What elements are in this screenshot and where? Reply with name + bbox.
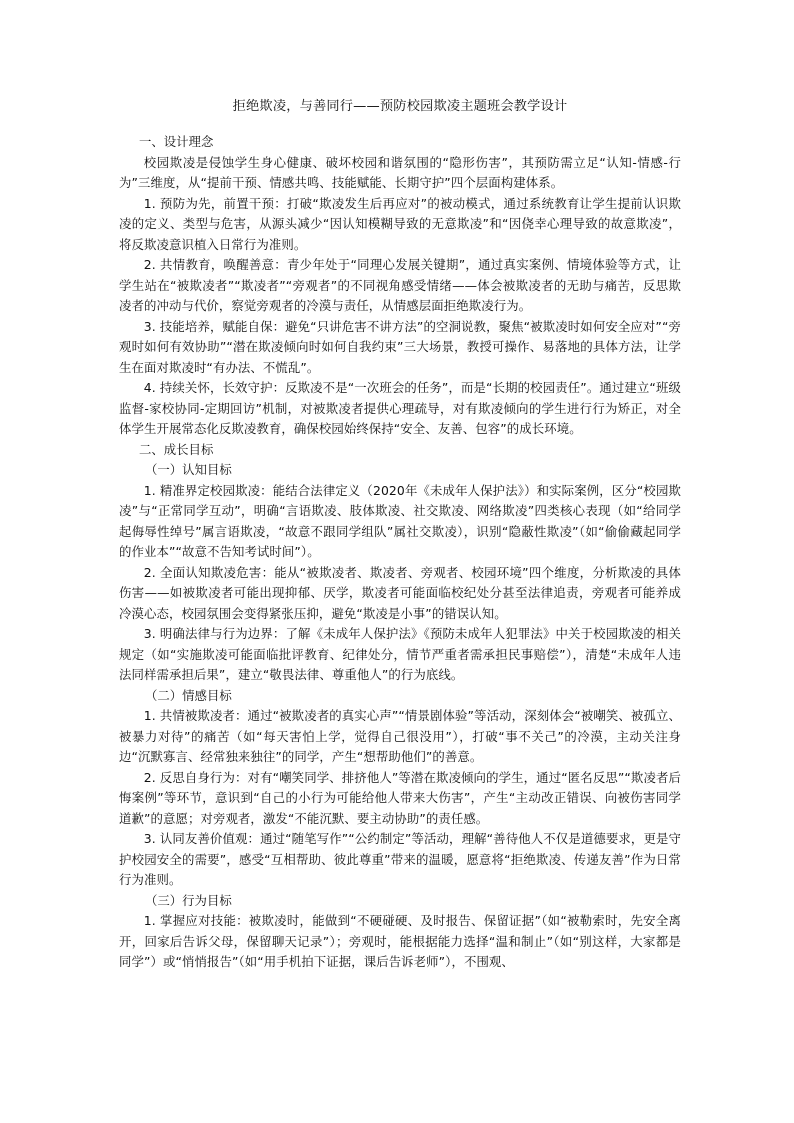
paragraph: 3. 明确法律与行为边界：了解《未成年人保护法》《预防未成年人犯罪法》中关于校园欺凌的相关规定（如“实施欺凌可能面临批评教育、纪律处分，情节严重者需承担民事赔偿”），清楚“未成年人违法同样需承担后果”，建立“敬畏法律、尊重他人”的行为底线。: [119, 626, 681, 682]
section-heading: 一、设计理念: [139, 134, 214, 149]
paragraph: 1. 掌握应对技能：被欺凌时，能做到“不硬碰硬、及时报告、保留证据”（如“被勒索时，先安全离开，回家后告诉父母，保留聊天记录”）；旁观时，能根据能力选择“温和制止”（如“别这样，大家都是同学”）或“悄悄报告”（如“用手机拍下证据，课后告诉老师”），不围观、: [119, 913, 681, 969]
paragraph: 校园欺凌是侵蚀学生身心健康、破坏校园和谐氛围的“隐形伤害”，其预防需立足“认知-情感-行为”三维度，从“提前干预、情感共鸣、技能赋能、长期守护”四个层面构建体系。: [119, 154, 681, 190]
paragraph: 1. 预防为先，前置干预：打破“欺凌发生后再应对”的被动模式，通过系统教育让学生提前认识欺凌的定义、类型与危害，从源头减少“因认知模糊导致的无意欺凌”和“因侥幸心理导致的故意欺凌”，将反欺凌意识植入日常行为准则。: [119, 195, 681, 252]
paragraph: 2. 共情教育，唤醒善意：青少年处于“同理心发展关键期”，通过真实案例、情境体验等方式，让学生站在“被欺凌者”“欺凌者”“旁观者”的不同视角感受情绪——体会被欺凌者的无助与痛苦，反思欺凌者的冲动与代价，察觉旁观者的冷漠与责任，从情感层面拒绝欺凌行为。: [119, 257, 681, 313]
subsection-heading: （三）行为目标: [145, 892, 232, 908]
subsection-heading: （一）认知目标: [145, 462, 232, 477]
section-heading: 二、成长目标: [139, 441, 214, 457]
paragraph: 2. 全面认知欺凌危害：能从“被欺凌者、欺凌者、旁观者、校园环境”四个维度，分析欺凌的具体伤害——如被欺凌者可能出现抑郁、厌学，欺凌者可能面临校纪处分甚至法律追责，旁观者可能养成冷漠心态，校园氛围会变得紧张压抑，避免“欺凌是小事”的错误认知。: [119, 564, 681, 621]
document-page: [119, 96, 681, 973]
paragraph: 1. 共情被欺凌者：通过“被欺凌者的真实心声”“情景剧体验”等活动，深刻体会“被嘲笑、被孤立、被暴力对待”的痛苦（如“每天害怕上学，觉得自己很没用”），打破“事不关己”的冷漠，主动关注身边“沉默寡言、经常独来独往”的同学，产生“想帮助他们”的善意。: [119, 708, 681, 764]
section-design-concept: [119, 132, 681, 440]
section-growth-goals: [119, 440, 681, 973]
paragraph: 4. 持续关怀，长效守护：反欺凌不是“一次班会的任务”，而是“长期的校园责任”。通过建立“班级监督-家校协同-定期回访”机制，对被欺凌者提供心理疏导，对有欺凌倾向的学生进行行为矫正，对全体学生开展常态化反欺凌教育，确保校园始终保持“安全、友善、包容”的成长环境。: [119, 380, 681, 436]
subsection-heading: （二）情感目标: [145, 687, 232, 703]
paragraph: 3. 认同友善价值观：通过“随笔写作”“公约制定”等活动，理解“善待他人不仅是道德要求，更是守护校园安全的需要”，感受“互相帮助、彼此尊重”带来的温暖，愿意将“拒绝欺凌、传递友善”作为日常行为准则。: [119, 831, 681, 887]
paragraph: 3. 技能培养，赋能自保：避免“只讲危害不讲方法”的空洞说教，聚焦“被欺凌时如何安全应对”“旁观时如何有效协助”“潜在欺凌倾向时如何自我约束”三大场景，教授可操作、易落地的具体方法，让学生在面对欺凌时“有办法、不慌乱”。: [119, 318, 681, 375]
paragraph: 2. 反思自身行为：对有“嘲笑同学、排挤他人”等潜在欺凌倾向的学生，通过“匿名反思”“欺凌者后悔案例”等环节，意识到“自己的小行为可能给他人带来大伤害”，产生“主动改正错误、向被伤害同学道歉”的意愿；对旁观者，激发“不能沉默、要主动协助”的责任感。: [119, 769, 681, 826]
paragraph: 1. 精准界定校园欺凌：能结合法律定义（2020年《未成年人保护法》）和实际案例，区分“校园欺凌”与“正常同学互动”，明确“言语欺凌、肢体欺凌、社交欺凌、网络欺凌”四类核心表现（如“给同学起侮辱性绰号”属言语欺凌，“故意不跟同学组队”属社交欺凌），识别“隐蔽性欺凌”（如“偷偷藏起同学的作业本”“故意不告知考试时间”）。: [119, 482, 681, 559]
document-title: 拒绝欺凌，与善同行——预防校园欺凌主题班会教学设计: [232, 99, 568, 114]
